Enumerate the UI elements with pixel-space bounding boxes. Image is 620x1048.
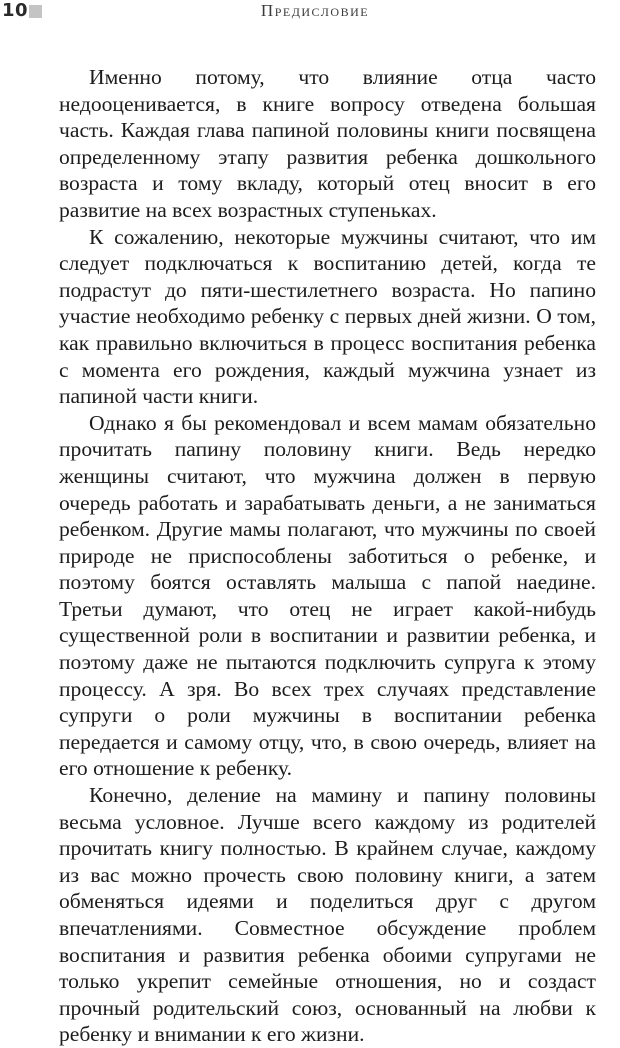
paragraph: Конечно, деление на мамину и папину половины весьма условное. Лучше всего каждому из родителей прочитать книгу полностью. В крайнем случае, каждому из вас можно прочесть свою половину книги, а затем обменяться идеями и поделиться друг с другом впечатлениями. Совместное обсуждение проблем воспитания и развития ребенка обоими супругами не только укрепит семейные отношения, но и создаст прочный родительский союз, основанный на любви к ребенку и внимании к его жизни. — [59, 783, 596, 1047]
body-text — [59, 64, 596, 1048]
page-number: 10 — [2, 0, 29, 21]
paragraph: К сожалению, некоторые мужчины считают, что им следует подключаться к воспитанию детей, когда те подрастут до пяти-шестилетнего возраста. Но папино участие необходимо ребенку с первых дней жизни. О том, как правильно включиться в процесс воспитания ребенка с момента его рождения, каждый мужчина узнает из папиной части книги. — [59, 224, 596, 409]
paragraph: Однако я бы рекомендовал и всем мамам обязательно прочитать папину половину книги. Ведь нередко женщины считают, что мужчина должен в первую очередь работать и зарабатывать деньги, а не заниматься ребенком. Другие мамы полагают, что мужчины по своей природе не приспособлены заботиться о ребенке, и поэтому боятся оставлять малыша с папой наедине. Третьи думают, что отец не играет какой-нибудь существенной роли в воспитании и развитии ребенка, и поэтому даже не пытаются подключить супруга к этому процессу. А зря. Во всех трех случаях представление супруги о роли мужчины в воспитании ребенка передается и самому отцу, что, в свою очередь, влияет на его отношение к ребенку. — [59, 410, 596, 781]
paragraph: Именно потому, что влияние отца часто недооценивается, в книге вопросу отведена большая часть. Каждая глава папиной половины книги посвящена определенному этапу развития ребенка дошкольного возраста и тому вкладу, который отец вносит в его развитие на всех возрастных ступеньках. — [59, 65, 596, 222]
running-head — [0, 0, 620, 30]
section-title: Предисловие — [260, 1, 370, 20]
